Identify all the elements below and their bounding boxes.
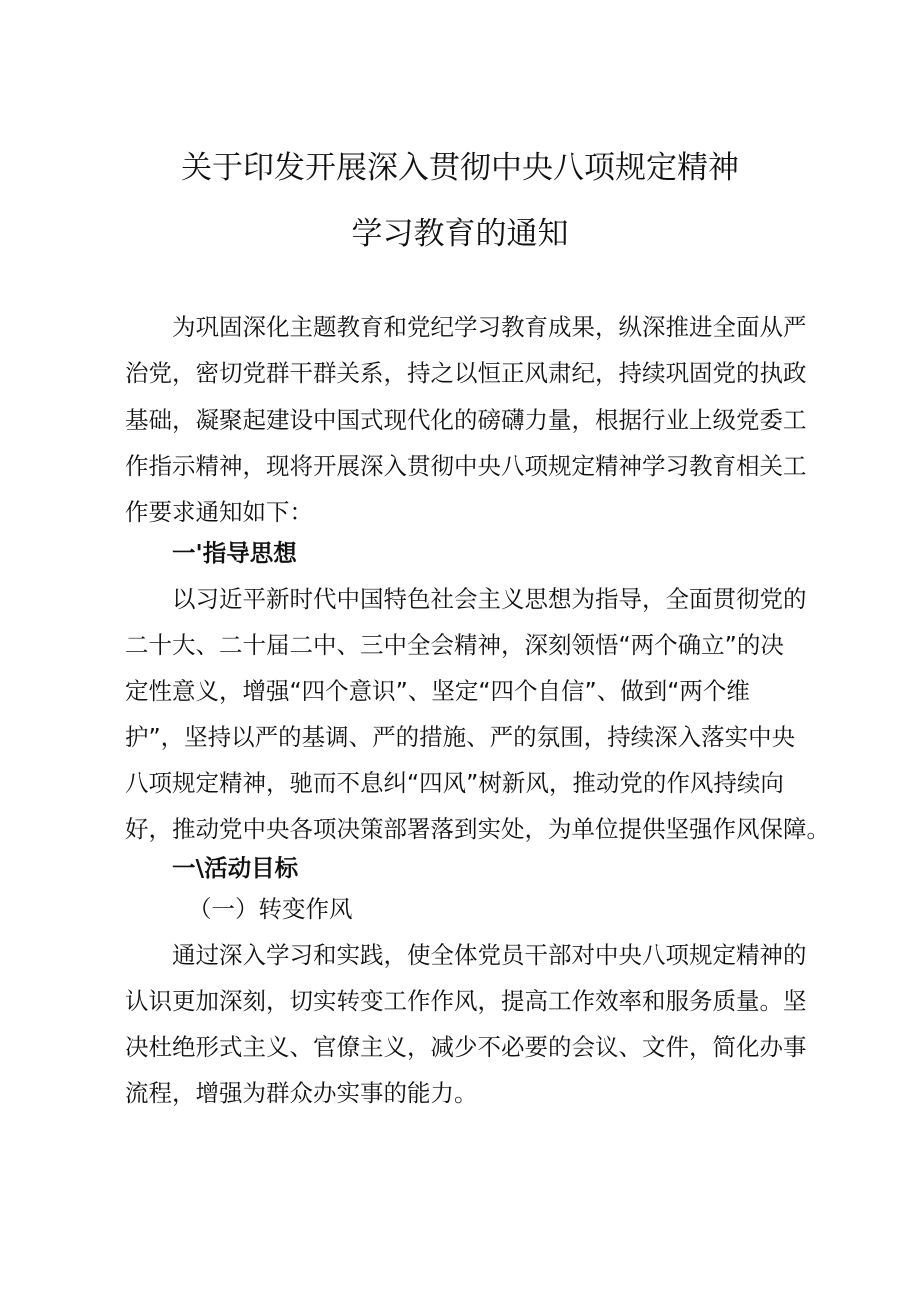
- section1-line: 以习近平新时代中国特色社会主义思想为指导，全面贯彻党的: [172, 585, 807, 613]
- section1-line: 护”，坚持以严的基调、严的措施、严的氛围，持续深入落实中央: [125, 723, 796, 751]
- intro-line: 治党，密切党群干群关系，持之以恒正风肃纪，持续巩固党的执政: [125, 359, 807, 387]
- section-heading-activity-goals: 一\活动目标: [172, 854, 299, 882]
- subsection-heading-change-style: （一）转变作风: [188, 895, 353, 923]
- section2-line: 决杜绝形式主义、官僚主义，减少不必要的会议、文件，简化办事: [125, 1033, 807, 1061]
- section2-line: 认识更加深刻，切实转变工作作风，提高工作效率和服务质量。坚: [125, 987, 807, 1015]
- section2-line: 流程，增强为群众办实事的能力。: [125, 1079, 478, 1107]
- section1-line: 二十大、二十届二中、三中全会精神，深刻领悟“两个确立”的决: [125, 631, 784, 659]
- document-title-line-1: 关于印发开展深入贯彻中央八项规定精神: [181, 150, 739, 186]
- intro-line: 基础，凝聚起建设中国式现代化的磅礴力量，根据行业上级党委工: [125, 406, 807, 434]
- section-heading-guiding-thought: 一'指导思想: [172, 539, 297, 567]
- section1-line: 好，推动党中央各项决策部署落到实处，为单位提供坚强作风保障。: [125, 815, 830, 843]
- section1-line: 八项规定精神，驰而不息纠“四风”树新风，推动党的作风持续向: [125, 769, 784, 797]
- intro-line: 作要求通知如下：: [125, 498, 313, 526]
- section2-line: 通过深入学习和实践，使全体党员干部对中央八项规定精神的: [172, 941, 807, 969]
- section1-line: 定性意义，增强“四个意识”、坚定“四个自信”、做到“两个维: [125, 677, 750, 705]
- intro-line: 为巩固深化主题教育和党纪学习教育成果，纵深推进全面从严: [172, 313, 807, 341]
- document-title-line-2: 学习教育的通知: [351, 216, 569, 252]
- intro-line: 作指示精神，现将开展深入贯彻中央八项规定精神学习教育相关工: [125, 452, 807, 480]
